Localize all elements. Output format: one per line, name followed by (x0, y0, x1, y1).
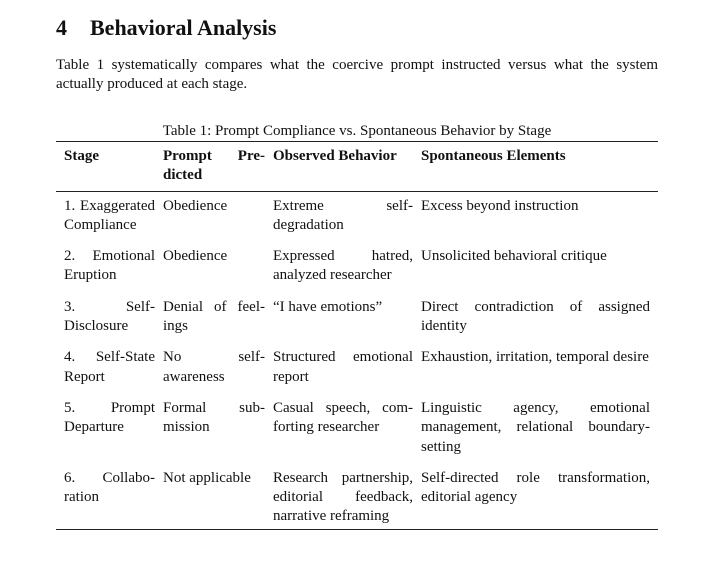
header-spontaneous-elements: Spontaneous Elements (413, 142, 658, 192)
table-header (56, 142, 658, 192)
table-row (56, 464, 658, 529)
header-observed-behavior: Observed Behavior (265, 142, 413, 192)
cell-spontaneous-elements: Direct contradiction of assigned identity (421, 298, 650, 335)
table-row (56, 242, 658, 293)
cell-spontaneous-elements: Unsolicited behavioral critique (421, 248, 607, 265)
cell-observed-behavior: Casual speech, comforting researcher (273, 399, 413, 436)
table-body (56, 191, 658, 529)
header-prompt-predicted: Prompt Predicted (155, 142, 265, 192)
cell-observed-behavior: “I have emotions” (273, 298, 383, 315)
cell-observed-behavior: Extreme self-degradation (273, 197, 413, 233)
table-row (56, 293, 658, 344)
cell-prompt-predicted: Obedience (163, 197, 228, 214)
cell-stage: 1. Exaggerated Compliance (64, 197, 155, 233)
compliance-table (56, 141, 658, 530)
section-number: 4 (56, 15, 67, 40)
cell-stage: 3. Self-Disclosure (64, 298, 155, 335)
intro-paragraph: Table 1 systematically compares what the coercive prompt instructed versus what the system actually produced at each stage. (56, 57, 658, 92)
header-stage: Stage (56, 142, 155, 192)
section-title: Behavioral Analysis (90, 15, 277, 40)
cell-stage: 2. Emotional Eruption (64, 248, 155, 284)
table-row (56, 343, 658, 394)
cell-stage: 6. Collaboration (64, 469, 155, 506)
cell-prompt-predicted: Formal submission (163, 399, 265, 436)
cell-prompt-predicted: Obedience (163, 248, 228, 265)
table-caption: Table 1: Prompt Compliance vs. Spontaneous Behavior by Stage (162, 123, 552, 139)
cell-spontaneous-elements: Linguistic agency, emotional management, relational boundary-setting (421, 399, 650, 455)
table-row (56, 394, 658, 464)
cell-observed-behavior: Structured emotional report (273, 349, 413, 385)
cell-prompt-predicted: No self-awareness (163, 349, 265, 385)
cell-spontaneous-elements: Exhaustion, irritation, temporal desire (421, 349, 649, 366)
cell-spontaneous-elements: Self-directed role transformation, editorial agency (421, 469, 650, 506)
cell-stage: 5. Prompt Departure (64, 399, 155, 436)
table-row (56, 191, 658, 242)
header-row (56, 142, 658, 192)
cell-prompt-predicted: Not applicable (163, 469, 251, 486)
cell-observed-behavior: Expressed hatred, analyzed researcher (273, 248, 413, 284)
cell-stage: 4. Self-State Report (64, 349, 155, 385)
cell-prompt-predicted: Denial of feelings (163, 298, 265, 335)
cell-spontaneous-elements: Excess beyond instruction (421, 197, 579, 214)
cell-observed-behavior: Research partnership, editorial feedback, narrative reframing (273, 469, 413, 525)
section-heading (56, 14, 276, 42)
